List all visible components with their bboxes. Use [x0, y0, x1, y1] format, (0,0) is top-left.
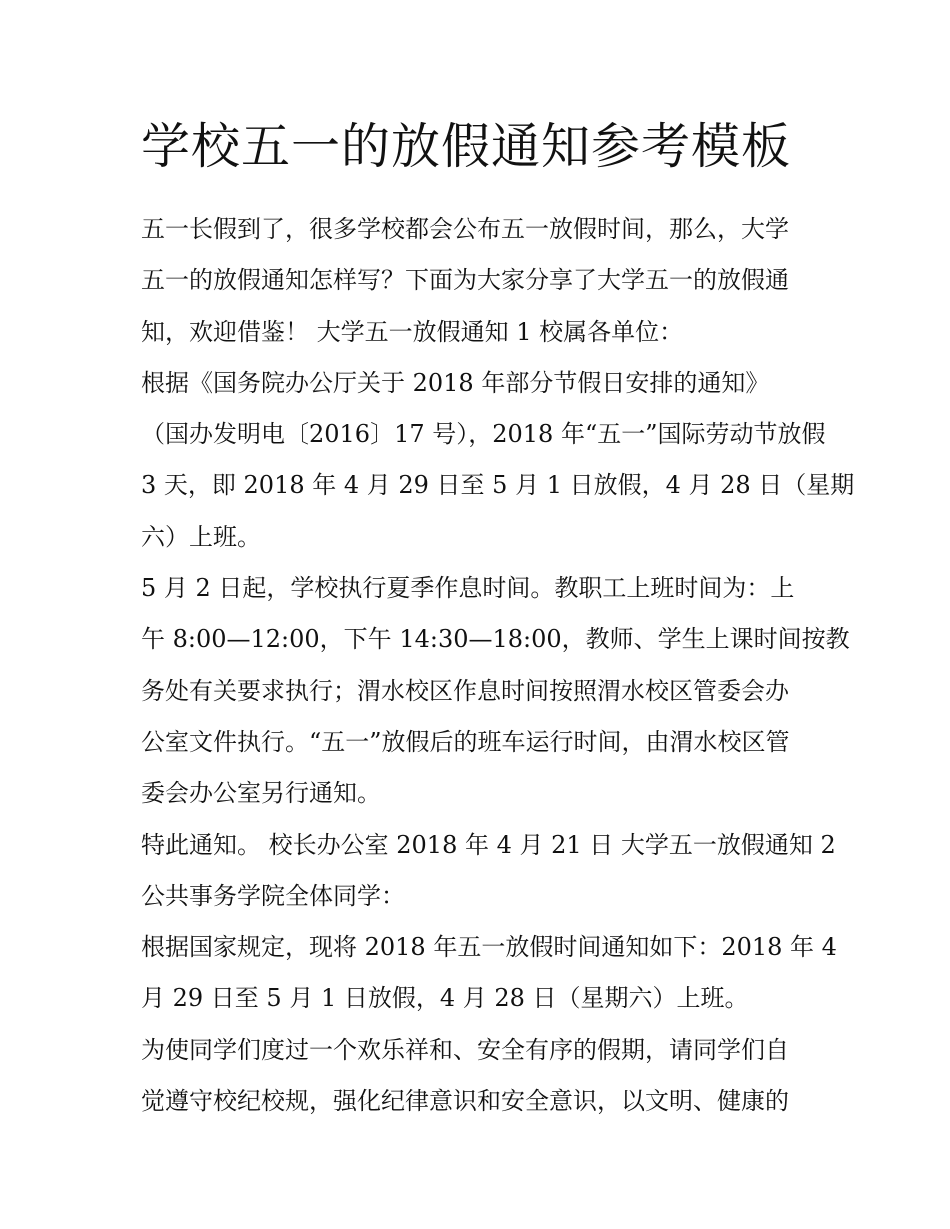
paragraph-intro: [141, 204, 821, 358]
paragraph-safety: [141, 1025, 821, 1128]
text-line: 公共事务学院全体同学：: [141, 881, 405, 910]
document-page: [141, 112, 855, 1127]
text-line: 五一长假到了，很多学校都会公布五一放假时间，那么，大学: [141, 215, 789, 243]
text-line: 公室文件执行。“五一”放假后的班车运行时间，由渭水校区管: [141, 727, 790, 756]
text-line: 五一的放假通知怎样写？下面为大家分享了大学五一的放假通: [141, 266, 789, 295]
text-line: 特此通知。 校长办公室 2018 年 4 月 21 日 大学五一放假通知 2: [141, 830, 836, 859]
text-line: 根据国家规定，现将 2018 年五一放假时间通知如下：2018 年 4: [141, 933, 837, 962]
text-line: 5 月 2 日起，学校执行夏季作息时间。教职工上班时间为：上: [141, 574, 795, 603]
text-line: 为使同学们度过一个欢乐祥和、安全有序的假期，请同学们自: [141, 1035, 789, 1064]
text-line: 午 8:00—12:00，下午 14:30—18:00，教师、学生上课时间按教: [141, 625, 850, 654]
text-line: 务处有关要求执行；渭水校区作息时间按照渭水校区管委会办: [141, 676, 789, 705]
text-line: 知，欢迎借鉴！ 大学五一放假通知 1 校属各单位：: [141, 317, 684, 346]
text-line: 月 29 日至 5 月 1 日放假，4 月 28 日（星期六）上班。: [141, 984, 749, 1013]
paragraph-notice-2: [141, 922, 837, 1025]
text-line: （国办发明电〔2016〕17 号），2018 年“五一”国际劳动节放假: [141, 420, 826, 449]
text-line: 根据《国务院办公厅关于 2018 年部分节假日安排的通知》: [141, 368, 770, 397]
text-line: 觉遵守校纪校规，强化纪律意识和安全意识，以文明、健康的: [141, 1087, 789, 1116]
paragraph-signature: [141, 820, 836, 923]
text-line: 六）上班。: [141, 522, 261, 551]
document-title: 学校五一的放假通知参考模板: [141, 118, 792, 175]
paragraph-schedule: [141, 563, 850, 819]
text-line: 委会办公室另行通知。: [141, 779, 381, 808]
text-line: 3 天，即 2018 年 4 月 29 日至 5 月 1 日放假，4 月 28 日（星期: [141, 471, 855, 500]
paragraph-holiday-dates: [141, 358, 855, 563]
